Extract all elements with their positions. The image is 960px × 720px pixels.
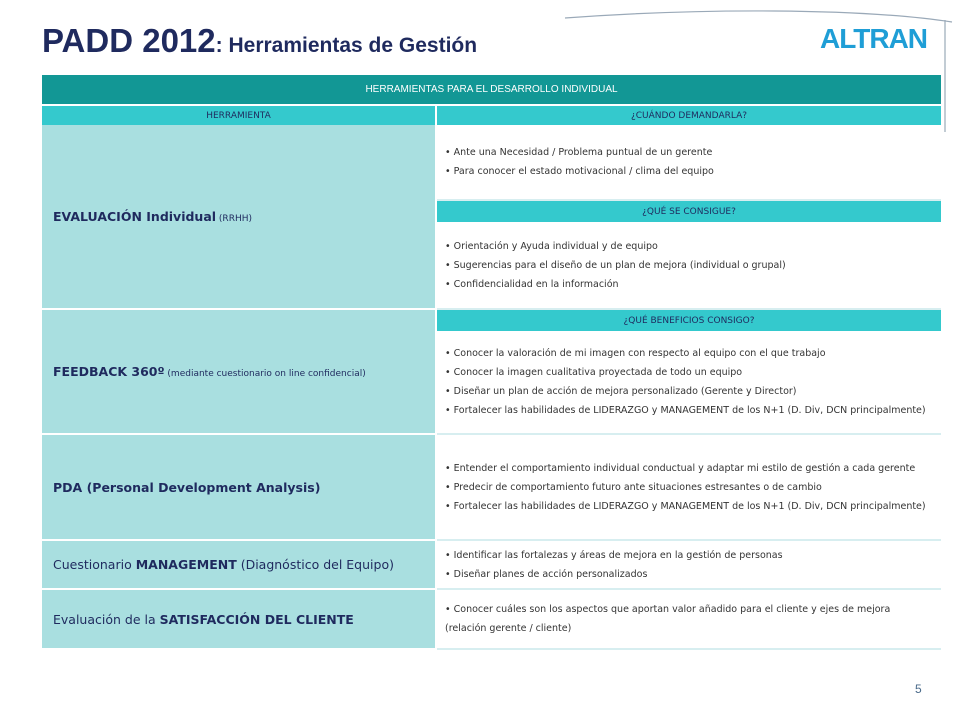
list-item: • Fortalecer las habilidades de LIDERAZGO y MANAGEMENT de los N+1 (D. Div, DCN principalmente) [445, 401, 927, 420]
altran-logo-icon [820, 20, 935, 60]
title-main: PADD 2012 [42, 22, 216, 59]
evaluacion-when-cell [436, 125, 941, 200]
list-item: • Conocer la imagen cualitativa proyectada de todo un equipo [445, 363, 927, 382]
satisfaccion-items-cell [436, 589, 941, 649]
tool-evaluacion-bold: EVALUACIÓN [53, 209, 142, 224]
tool-cuestionario-management [42, 540, 436, 589]
list-item: • Orientación y Ayuda individual y de equipo [445, 237, 927, 256]
tool-cuestionario-rest: (Diagnóstico del Equipo) [236, 557, 394, 572]
tool-evaluacion-rest: Individual [141, 209, 217, 224]
altran-logo [820, 20, 935, 68]
page-title [42, 22, 477, 60]
list-item: • Sugerencias para el diseño de un plan de mejora (individual o grupal) [445, 256, 927, 275]
tool-satisfaccion-bold: SATISFACCIÓN DEL CLIENTE [159, 611, 354, 627]
tool-evaluacion-note: (RRHH) [216, 214, 252, 224]
tool-feedback-bold: FEEDBACK 360º [53, 364, 165, 379]
list-item: • Confidencialidad en la información [445, 275, 927, 294]
tool-pda [42, 434, 436, 540]
list-item: • Predecir de comportamiento futuro ante situaciones estresantes o de cambio [445, 478, 927, 497]
tool-feedback-note: (mediante cuestionario on line confidencial) [164, 369, 366, 379]
list-item: • Entender el comportamiento individual conductual y adaptar mi estilo de gestión a cada gerente [445, 459, 927, 478]
tool-satisfaccion-pre: Evaluación de la [53, 611, 160, 627]
evaluacion-items-cell [436, 222, 941, 309]
tool-cuestionario-pre: Cuestionario [53, 557, 136, 572]
management-items-cell [436, 540, 941, 589]
table-title: HERRAMIENTAS PARA EL DESARROLLO INDIVIDUAL [42, 75, 941, 105]
col-header-tool: HERRAMIENTA [42, 105, 436, 125]
tool-evaluacion [42, 125, 436, 309]
logo-text: ALTRAN [820, 23, 928, 54]
sub-header-que-se-consigue: ¿QUÉ SE CONSIGUE? [436, 200, 941, 222]
list-item: • Conocer cuáles son los aspectos que aportan valor añadido para el cliente y ejes de mejora (relación gerente / cliente) [445, 600, 927, 638]
pda-items-cell [436, 434, 941, 540]
list-item: • Diseñar un plan de acción de mejora personalizado (Gerente y Director) [445, 382, 927, 401]
tool-pda-bold: PDA (Personal Development Analysis) [53, 479, 321, 495]
list-item: • Identificar las fortalezas y áreas de mejora en la gestión de personas [445, 546, 927, 565]
col-header-when: ¿CUÁNDO DEMANDARLA? [436, 105, 941, 125]
tool-satisfaccion-cliente [42, 589, 436, 649]
feedback-items-cell [436, 331, 941, 434]
page-number: 5 [915, 682, 922, 696]
list-item: • Ante una Necesidad / Problema puntual de un gerente [445, 143, 927, 162]
title-sub: : Herramientas de Gestión [215, 34, 478, 57]
sub-header-beneficios: ¿QUÉ BENEFICIOS CONSIGO? [436, 309, 941, 331]
list-item: • Diseñar planes de acción personalizados [445, 565, 927, 584]
tools-table [42, 75, 941, 650]
list-item: • Conocer la valoración de mi imagen con respecto al equipo con el que trabajo [445, 344, 927, 363]
list-item: • Fortalecer las habilidades de LIDERAZGO y MANAGEMENT de los N+1 (D. Div, DCN principalmente) [445, 497, 927, 516]
tool-feedback-360 [42, 309, 436, 434]
list-item: • Para conocer el estado motivacional / clima del equipo [445, 162, 927, 181]
tool-cuestionario-bold: MANAGEMENT [135, 557, 237, 572]
